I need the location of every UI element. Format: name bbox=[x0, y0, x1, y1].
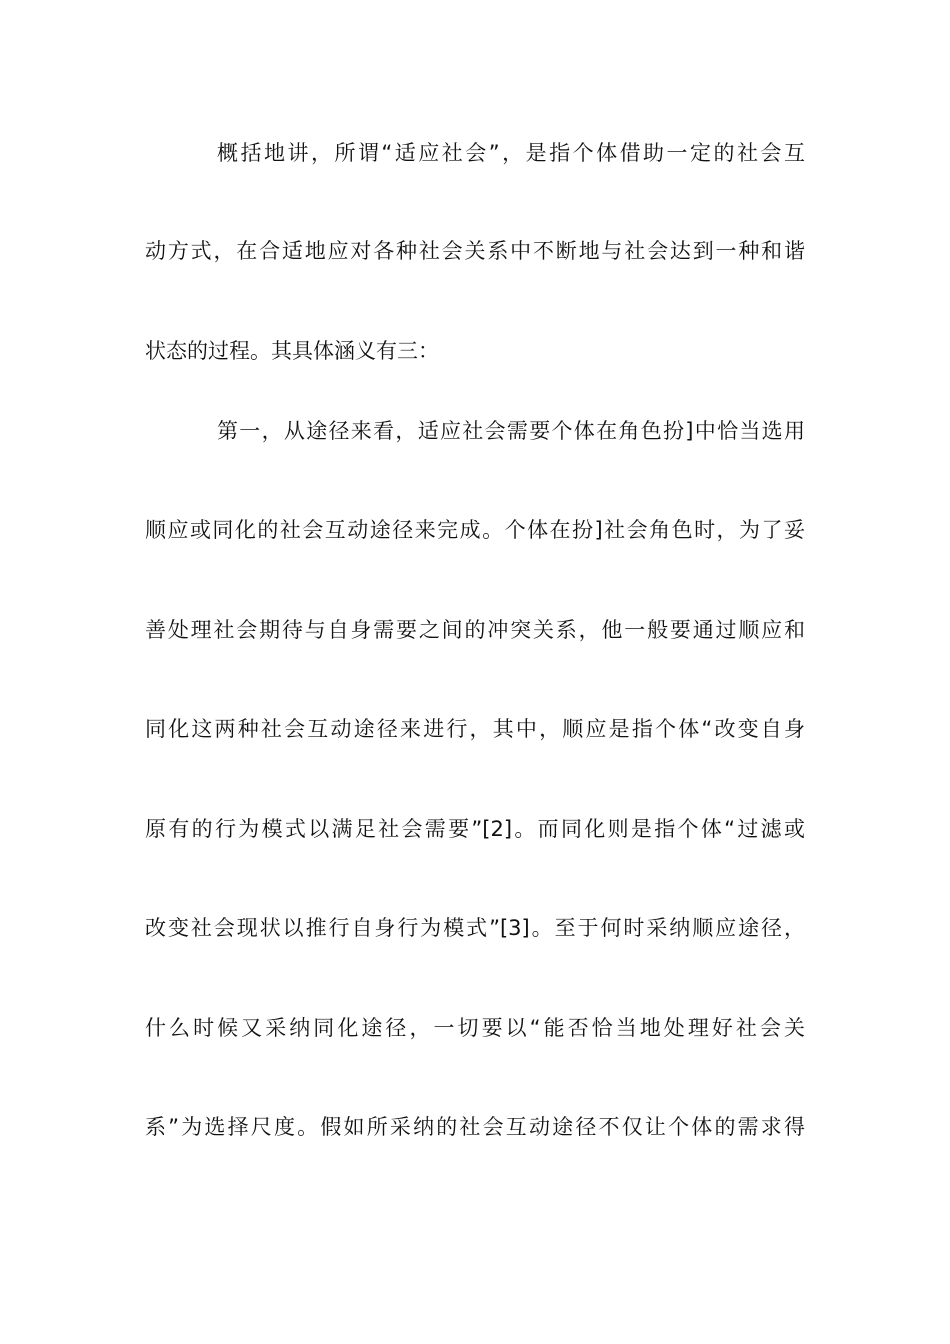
text-line-6: 善处理社会期待与自身需要之间的冲突关系，他一般要通过顺应和 bbox=[145, 618, 805, 642]
text-line-11: 系”为选择尺度。假如所采纳的社会互动途径不仅让个体的需求得 bbox=[145, 1115, 805, 1139]
text-line-5: 顺应或同化的社会互动途径来完成。个体在扮]社会角色时，为了妥 bbox=[145, 518, 805, 542]
text-line-7: 同化这两种社会互动途径来进行，其中，顺应是指个体“改变自身 bbox=[145, 717, 805, 741]
text-line-4: 第一，从途径来看，适应社会需要个体在角色扮]中恰当选用 bbox=[217, 419, 805, 443]
text-line-1: 概括地讲，所谓“适应社会”，是指个体借助一定的社会互 bbox=[217, 141, 805, 165]
text-line-10: 什么时候又采纳同化途径，一切要以“能否恰当地处理好社会关 bbox=[145, 1016, 805, 1040]
text-line-8: 原有的行为模式以满足社会需要”[2]。而同化则是指个体“过滤或 bbox=[145, 817, 805, 841]
text-line-9: 改变社会现状以推行自身行为模式”[3]。至于何时采纳顺应途径， bbox=[145, 916, 805, 940]
text-line-3: 状态的过程。其具体涵义有三： bbox=[145, 339, 439, 363]
text-line-2: 动方式，在合适地应对各种社会关系中不断地与社会达到一种和谐 bbox=[145, 239, 805, 263]
